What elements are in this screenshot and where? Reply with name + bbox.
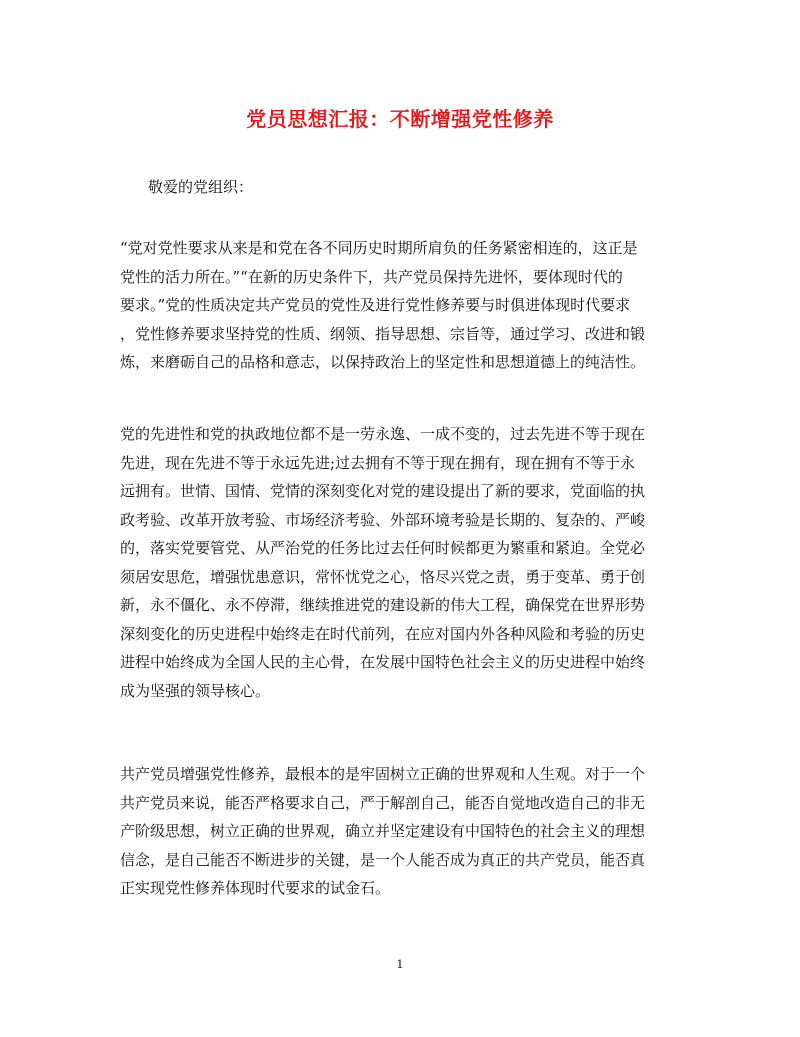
text-line: 共产党员增强党性修养，最根本的是牢固树立正确的世界观和人生观。对于一个 [120, 765, 646, 783]
text-line: 须居安思危，增强忧患意识，常怀忧党之心，恪尽兴党之责，勇于变革、勇于创 [120, 567, 646, 586]
page-number: 1 [396, 958, 404, 971]
text-line: 要求。”党的性质决定共产党员的党性及进行党性修养要与时俱进体现时代要求 [120, 296, 631, 314]
text-line: 远拥有。世情、国情、党情的深刻变化对党的建设提出了新的要求，党面临的执 [120, 482, 646, 500]
text-line: 信念，是自己能否不断进步的关键，是一个人能否成为真正的共产党员，能否真 [120, 850, 646, 869]
text-line: 党性的活力所在。”“在新的历史条件下，共产党员保持先进怀，要体现时代的 [120, 267, 623, 286]
text-line: 共产党员来说，能否严格要求自己，严于解剖自己，能否自觉地改造自己的非无 [120, 793, 646, 812]
text-line: 的，落实党要管党、从严治党的任务比过去任何时候都更为繁重和紧迫。全党必 [120, 539, 646, 557]
text-line: 先进，现在先进不等于永远先进;过去拥有不等于现在拥有，现在拥有不等于永 [120, 453, 636, 472]
text-line: 炼，来磨砺自己的品格和意志，以保持政治上的坚定性和思想道德上的纯洁性。 [120, 353, 646, 371]
paragraph-3 [120, 760, 686, 903]
text-line: “党对党性要求从来是和党在各不同历史时期所肩负的任务紧密相连的，这正是 [120, 239, 638, 257]
text-line: 正实现党性修养体现时代要求的试金石。 [120, 879, 391, 897]
document-title: 党员思想汇报：不断增强党性修养 [246, 107, 554, 131]
text-line: ，党性修养要求坚持党的性质、纲领、指导思想、宗旨等，通过学习、改进和锻 [120, 324, 646, 343]
paragraph-1 [120, 234, 686, 377]
text-line: 深刻变化的历史进程中始终走在时代前列，在应对国内外各种风险和考验的历史 [120, 624, 646, 643]
text-line: 进程中始终成为全国人民的主心骨，在发展中国特色社会主义的历史进程中始终 [120, 653, 646, 671]
text-line: 产阶级思想，树立正确的世界观，确立并坚定建设有中国特色的社会主义的理想 [120, 822, 646, 840]
salutation: 敬爱的党组织： [148, 178, 254, 196]
text-line: 政考验、改革开放考验、市场经济考验、外部环境考验是长期的、复杂的、严峻 [120, 510, 646, 529]
text-line: 党的先进性和党的执政地位都不是一劳永逸、一成不变的，过去先进不等于现在 [120, 425, 646, 443]
text-line: 新，永不僵化、永不停滞，继续推进党的建设新的伟大工程，确保党在世界形势 [120, 596, 646, 614]
text-line: 成为坚强的领导核心。 [120, 681, 271, 700]
paragraph-2 [120, 420, 686, 705]
